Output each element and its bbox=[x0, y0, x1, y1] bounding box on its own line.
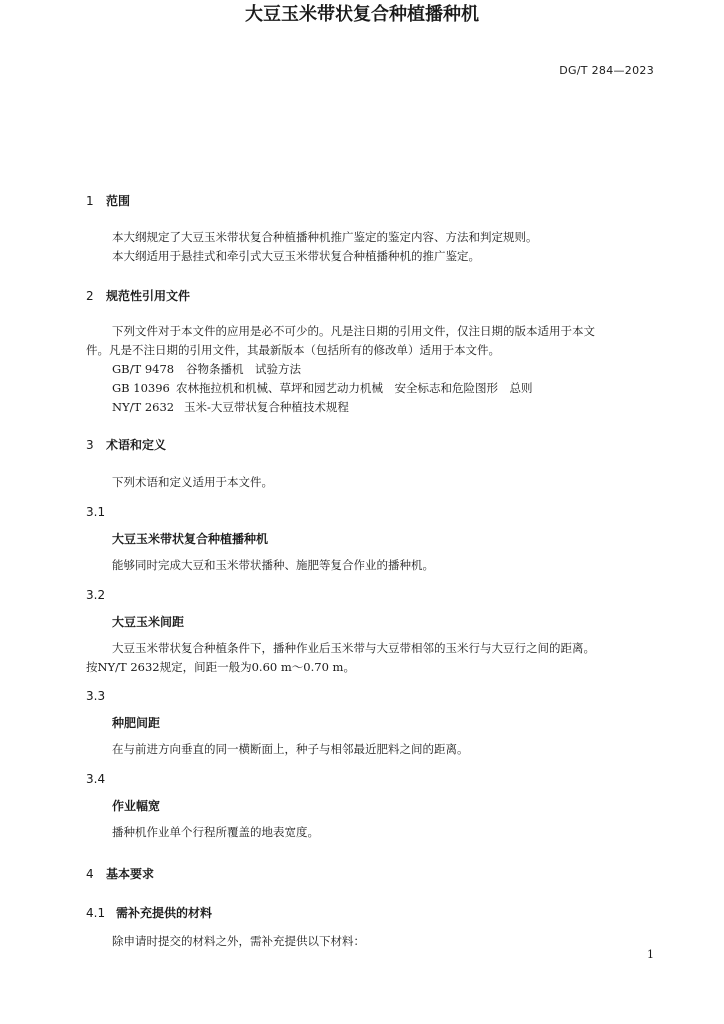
section-number: 3 bbox=[86, 438, 94, 452]
term-name: 大豆玉米带状复合种植播种机 bbox=[112, 532, 269, 546]
reference-name: 农林拖拉机和机械、草坪和园艺动力机械 安全标志和危险图形 总则 bbox=[176, 381, 533, 395]
term-name: 种肥间距 bbox=[112, 716, 161, 730]
paragraph: 下列术语和定义适用于本文件。 bbox=[112, 475, 273, 489]
reference-name: 玉米-大豆带状复合种植技术规程 bbox=[184, 400, 349, 414]
term-number: 3.3 bbox=[86, 689, 106, 703]
paragraph: 除申请时提交的材料之外，需补充提供以下材料： bbox=[112, 934, 365, 948]
paragraph: 本大纲规定了大豆玉米带状复合种植播种机推广鉴定的鉴定内容、方法和判定规则。 bbox=[112, 230, 538, 244]
section-2-heading bbox=[86, 287, 190, 304]
section-1-heading bbox=[86, 192, 130, 209]
subsection-title: 需补充提供的材料 bbox=[116, 906, 213, 920]
reference-code: GB 10396 bbox=[112, 381, 170, 395]
reference-item bbox=[112, 380, 533, 396]
section-4-heading bbox=[86, 865, 154, 882]
reference-item bbox=[112, 399, 349, 415]
term-definition: 能够同时完成大豆和玉米带状播种、施肥等复合作业的播种机。 bbox=[112, 558, 434, 572]
section-title: 基本要求 bbox=[106, 867, 155, 881]
section-title: 范围 bbox=[106, 194, 131, 208]
term-number: 3.4 bbox=[86, 772, 106, 786]
reference-item bbox=[112, 361, 301, 377]
term-name: 作业幅宽 bbox=[112, 799, 161, 813]
reference-code: NY/T 2632 bbox=[112, 400, 175, 414]
term-number: 3.2 bbox=[86, 588, 106, 602]
paragraph: 件。凡是不注日期的引用文件，其最新版本（包括所有的修改单）适用于本文件。 bbox=[86, 343, 500, 357]
paragraph: 下列文件对于本文件的应用是必不可少的。凡是注日期的引用文件，仅注日期的版本适用于本文 bbox=[112, 324, 595, 338]
section-3-heading bbox=[86, 436, 166, 453]
document-title: 大豆玉米带状复合种植播种机 bbox=[245, 4, 479, 25]
standard-code: DG/T 284—2023 bbox=[559, 64, 654, 77]
section-number: 2 bbox=[86, 289, 94, 303]
section-number: 4 bbox=[86, 867, 94, 881]
term-definition: 大豆玉米带状复合种植条件下，播种作业后玉米带与大豆带相邻的玉米行与大豆行之间的距离。 bbox=[112, 641, 595, 655]
term-definition: 在与前进方向垂直的同一横断面上，种子与相邻最近肥料之间的距离。 bbox=[112, 742, 469, 756]
paragraph: 本大纲适用于悬挂式和牵引式大豆玉米带状复合种植播种机的推广鉴定。 bbox=[112, 249, 480, 263]
reference-code: GB/T 9478 bbox=[112, 362, 175, 376]
term-definition: 按NY/T 2632规定，间距一般为0.60 m～0.70 m。 bbox=[86, 660, 355, 674]
section-title: 规范性引用文件 bbox=[106, 289, 191, 303]
subsection-number: 4.1 bbox=[86, 906, 106, 920]
subsection-4-1-heading bbox=[86, 904, 212, 921]
page-number: 1 bbox=[647, 948, 654, 961]
reference-name: 谷物条播机 试验方法 bbox=[186, 362, 301, 376]
section-title: 术语和定义 bbox=[106, 438, 167, 452]
section-number: 1 bbox=[86, 194, 94, 208]
term-number: 3.1 bbox=[86, 505, 106, 519]
term-definition: 播种机作业单个行程所覆盖的地表宽度。 bbox=[112, 825, 319, 839]
term-name: 大豆玉米间距 bbox=[112, 615, 185, 629]
